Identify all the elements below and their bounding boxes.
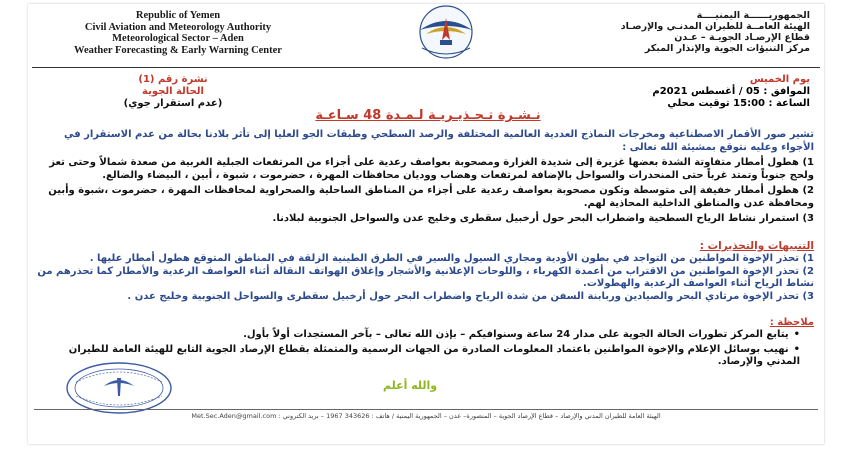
bulletin-number: نشرة رقم (1) [138,74,208,85]
bulletin-title: نـشـرة تـحـذيـريـة لـمـدة 48 سـاعـة [315,108,541,123]
bulletin-page [28,4,824,444]
header-center: Weather Forecasting & Early Warning Center [74,44,282,56]
issue-date: الموافق : 05 / أغسطس 2021م [652,86,810,97]
weather-state-value: (عدم استقرار جوي) [123,98,223,109]
forecast-item: 2) هطول أمطار خفيفة إلى متوسطة وتكون مصحوبة بعواصف رعدية على أجزاء من المناطق الساحلية والصحراوية لمحافظات المهرة ، حضرموت ،شبوة وأبين ومحافظة عدن والمناطق الداخلية المحاذية لهم. [48,185,814,209]
header-country-ar: الجمهوريــــــة اليمنيــــة [696,10,810,21]
closing-phrase: والله أعلم [383,379,438,392]
bulletin-info [108,74,238,110]
header-sector-ar: قطاع الإرصـاد الجويـة – عـدن [674,32,810,43]
note-item: • نهيب بوسائل الإعلام والإخوة المواطنين باعتماد المعلومات الصادرة من الجهات الرسمية والمتمثلة بقطاع الإرصاد الجوية التابع للهيئة العامة للطيران المدني والإرصاد. [58,344,800,369]
warnings-list [36,253,814,304]
official-seal-stamp [64,360,174,416]
issue-day: يوم الخميس [749,74,810,85]
header-left-english [28,10,328,56]
weather-state-label: الحالة الجوية [142,86,204,97]
issue-datetime [580,74,810,110]
header-authority-ar: الهيئة العامــة للطيران المدنـي والإرصـاد [620,21,810,32]
page-footer: الهيئة العامة للطيران المدني والإرصاد – قطاع الإرصاد الجوية – المنصورة– عدن – الجمهورية اليمنية / هاتف : 343626 1967 – بريد الكتروني : Met.Sec.Aden@gmail.com [34,409,818,421]
header-center-ar: مركز التنبؤات الجوية والإنذار المبكر [644,43,810,54]
note-item: • يتابع المركز تطورات الحالة الجوية على مدار 24 ساعة وسنوافيكم – بإذن الله تعالى – بآخر المستجدات أولاً بأول. [58,329,800,342]
warning-item: 2) تحذر الإخوة المواطنين من الاقتراب من أعمدة الكهرباء ، واللوحات الإعلانية والأشجار وإغلاق الهواتف النقالة أثناء العواصف الرعدية والأمطار كما تحذرهم من نشاط الرياح أثناء العواصف الرعدية والهطولات. [37,266,814,289]
header-sector: Meteorological Sector – Aden [112,33,244,44]
warning-item: 1) تحذر الإخوة المواطنين من التواجد في بطون الأودية ومجاري السيول والسير في الطرق الطينية الزلقة في المناطق المتوقع هطول أمطار عليها . [89,253,814,264]
intro-paragraph: تشير صور الأقمار الاصطناعية ومخرجات النماذج العددية العالمية المختلفة والرصد السطحي وطبقات الجو العليا إلى تأثر بلادنا بحالة من عدم الاستقرار في الأجواء وعليه نتوقع بمشيئة الله تعالى : [63,129,814,153]
header-right-arabic [560,10,810,54]
forecast-item: 1) هطول أمطار متفاوتة الشدة بعضها غزيرة إلى شديدة الغزارة ومصحوبة بعواصف رعدية على أجزاء من المرتفعات الجبلية الغربية من صعدة شمالاً وحتى تعز ولحج جنوباً وتمتد غرباً حتى المنحدرات والسواحل بالإضافة لمرتفعات وهضاب ووديان محافظات المهرة ، حضرموت ، شبوة ، أبين ، البيضاء والضالع. [49,157,814,181]
authority-logo [404,4,488,64]
notes-heading: ملاحظة : [769,317,814,328]
header-divider [32,67,820,68]
header-country: Republic of Yemen [135,10,221,21]
forecast-list [36,156,814,227]
issue-time: الساعة : 15:00 توقيت محلي [667,98,810,109]
header-authority: Civil Aviation and Meteorology Authority [84,21,272,33]
warnings-heading: التنبيهات والتحذيرات : [699,240,814,252]
forecast-item: 3) استمرار نشاط الرياح السطحية واضطراب البحر حول أرخبيل سقطرى وخليج عدن والسواحل الجنوبية لبلادنا. [272,213,814,224]
warning-item: 3) تحذر الإخوة مرتادي البحر والصيادين وربابنة السفن من شدة الرياح واضطراب البحر حول أرخبيل سقطرى والسواحل الجنوبية وخليج عدن . [127,291,814,302]
